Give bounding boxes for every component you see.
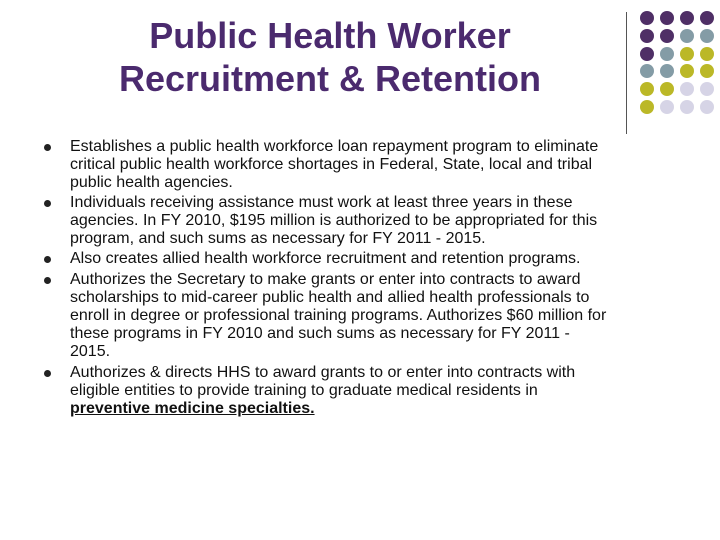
decorative-dot (700, 11, 714, 25)
bullet-text-5-emphasis: preventive medicine specialties. (70, 400, 315, 417)
bullet-text-5-body: Authorizes & directs HHS to award grants to or enter into contracts with eligible entities to provide training to graduate medical residents in (70, 364, 576, 399)
decorative-dot (660, 11, 674, 25)
vertical-divider (626, 12, 627, 134)
decorative-dot (640, 82, 654, 96)
bullet-text-2: Individuals receiving assistance must work at least three years in these agencies. In FY 2010, $195 million is authorized to be appropriated for this program, and such sums as necessary for FY 2011 - 2015. (70, 194, 598, 247)
decorative-dot (680, 29, 694, 43)
bullet-marker (44, 277, 51, 284)
slide-title (60, 14, 600, 100)
bullet-text-4: Authorizes the Secretary to make grants or enter into contracts to award scholarships to mid-career public health and allied health professionals to enroll in degree or professional training programs. Authorizes $60 million for these programs in FY 2010 and such sums as necessary for FY 2011 - 2015. (70, 271, 607, 360)
decorative-dot (680, 100, 694, 114)
decorative-dot (640, 11, 654, 25)
decorative-dot (640, 29, 654, 43)
bullet-marker (44, 370, 51, 377)
decorative-dot (680, 47, 694, 61)
bullet-marker (44, 144, 51, 151)
decorative-dot (640, 100, 654, 114)
bullet-marker (44, 256, 51, 263)
decorative-dot (700, 29, 714, 43)
title-line-1: Public Health Worker (149, 15, 511, 56)
decorative-dot (680, 11, 694, 25)
decorative-dot (680, 64, 694, 78)
decorative-dot (660, 82, 674, 96)
bullet-text-3: Also creates allied health workforce recruitment and retention programs. (70, 250, 581, 267)
title-line-2: Recruitment & Retention (118, 58, 542, 99)
decorative-dot (700, 100, 714, 114)
decorative-dot (700, 64, 714, 78)
bullet-text-1: Establishes a public health workforce loan repayment program to eliminate critical public health workforce shortages in Federal, State, local and tribal public health agencies. (70, 138, 599, 191)
decorative-dot (640, 64, 654, 78)
decorative-dot (680, 82, 694, 96)
decorative-dot (700, 82, 714, 96)
decorative-dot (660, 29, 674, 43)
decorative-dot (660, 64, 674, 78)
decorative-dot (660, 100, 674, 114)
bullet-text-5 (70, 364, 684, 418)
bullet-marker (44, 200, 51, 207)
decorative-dot (640, 47, 654, 61)
decorative-dot (660, 47, 674, 61)
decorative-dot (700, 47, 714, 61)
